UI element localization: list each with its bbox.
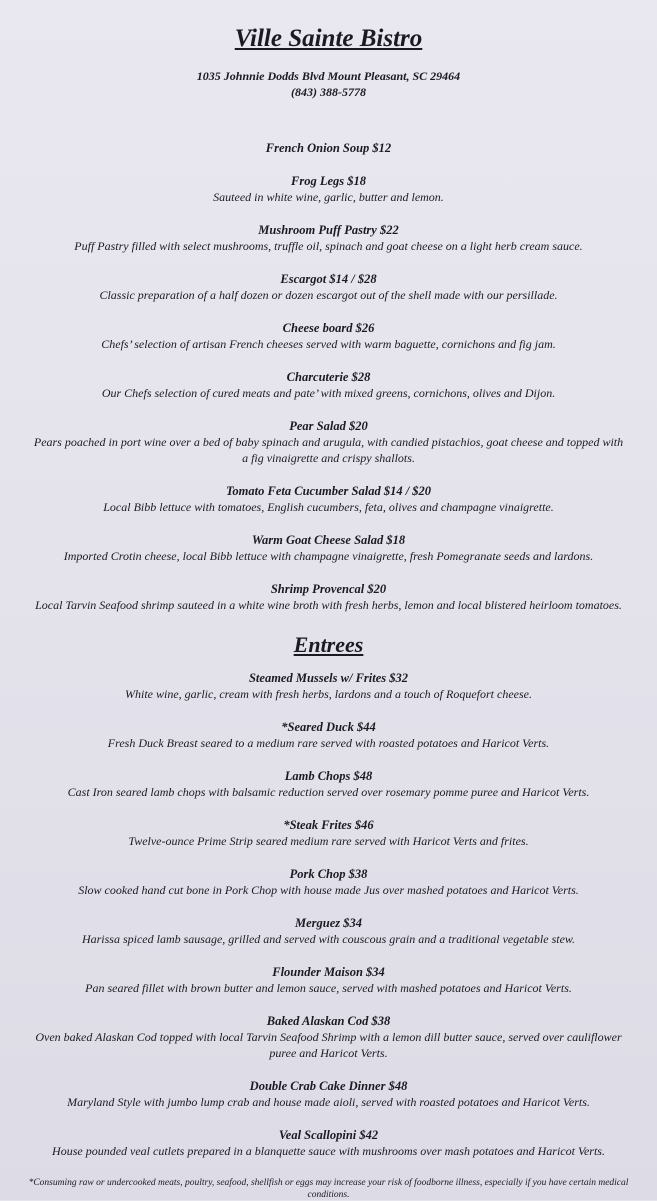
health-disclaimer: *Consuming raw or undercooked meats, poultry, seafood, shellfish or eggs may increase your risk of foodborne illness, especially if you have certain medical conditions. [28, 1178, 629, 1200]
item-description: Fresh Duck Breast seared to a medium rare served with roasted potatoes and Haricot Verts. [107, 736, 550, 750]
item-description: Oven baked Alaskan Cod topped with local Tarvin Seafood Shrimp with a lemon dill butter sauce, served over cauliflower puree and Haricot Verts. [35, 1030, 622, 1060]
item-description: White wine, garlic, cream with fresh herbs, lardons and a touch of Roquefort cheese. [125, 687, 532, 701]
item-title: Double Crab Cake Dinner $48 [249, 1079, 408, 1093]
item-title: Lamb Chops $48 [284, 769, 373, 783]
item-title: Shrimp Provencal $20 [270, 582, 387, 596]
item-description: Local Tarvin Seafood shrimp sauteed in a white wine broth with fresh herbs, lemon and local blistered heirloom tomatoes. [35, 598, 622, 612]
restaurant-address: 1035 Johnnie Dodds Blvd Mount Pleasant, SC 29464 [196, 69, 461, 83]
menu-item [0, 581, 657, 613]
item-description: Slow cooked hand cut bone in Pork Chop with house made Jus over mashed potatoes and Haricot Verts. [78, 883, 579, 897]
restaurant-contact [0, 68, 657, 100]
item-description: Sauteed in white wine, garlic, butter and lemon. [213, 190, 444, 204]
menu-item [0, 915, 657, 947]
menu-item [0, 964, 657, 996]
item-description: Chefs’ selection of artisan French cheeses served with warm baguette, cornichons and fig jam. [101, 337, 556, 351]
entrees-heading: Entrees [293, 632, 364, 657]
item-title: Merguez $34 [294, 916, 363, 930]
item-title: Cheese board $26 [282, 321, 375, 335]
item-description: Classic preparation of a half dozen or dozen escargot out of the shell made with our persillade. [99, 288, 558, 302]
item-title: Escargot $14 / $28 [280, 272, 377, 286]
item-title: French Onion Soup $12 [265, 141, 392, 155]
item-description: Pan seared fillet with brown butter and lemon sauce, served with mashed potatoes and Haricot Verts. [85, 981, 572, 995]
item-description: Harissa spiced lamb sausage, grilled and served with couscous grain and a traditional vegetable stew. [81, 932, 576, 946]
menu-item [0, 483, 657, 515]
item-title: Baked Alaskan Cod $38 [266, 1014, 391, 1028]
item-title: *Steak Frites $46 [283, 818, 374, 832]
item-description: House pounded veal cutlets prepared in a blanquette sauce with mushrooms over mash potatoes and Haricot Verts. [52, 1144, 605, 1158]
item-title: Flounder Maison $34 [272, 965, 385, 979]
item-description: Pears poached in port wine over a bed of baby spinach and arugula, with candied pistachios, goat cheese and topped with a fig vinaigrette and crispy shallots. [33, 435, 624, 465]
restaurant-phone: (843) 388-5778 [291, 85, 366, 99]
menu-item [0, 418, 657, 466]
item-title: Veal Scallopini $42 [278, 1128, 379, 1142]
item-description: Twelve-ounce Prime Strip seared medium rare served with Haricot Verts and frites. [128, 834, 529, 848]
item-title: Charcuterie $28 [286, 370, 371, 384]
item-title: Steamed Mussels w/ Frites $32 [248, 671, 409, 685]
item-description: Cast Iron seared lamb chops with balsamic reduction served over rosemary pomme puree and Haricot Verts. [67, 785, 590, 799]
menu-item [0, 140, 657, 156]
menu-item [0, 369, 657, 401]
menu-item [0, 1127, 657, 1159]
item-title: *Seared Duck $44 [281, 720, 376, 734]
menu-item [0, 1078, 657, 1110]
item-description: Local Bibb lettuce with tomatoes, English cucumbers, feta, olives and champagne vinaigrette. [103, 500, 554, 514]
menu-item [0, 670, 657, 702]
item-title: Pork Chop $38 [289, 867, 368, 881]
menu-item [0, 866, 657, 898]
menu-item [0, 1013, 657, 1061]
item-description: Puff Pastry filled with select mushrooms, truffle oil, spinach and goat cheese on a light herb cream sauce. [74, 239, 583, 253]
item-title: Tomato Feta Cucumber Salad $14 / $20 [225, 484, 432, 498]
item-title: Pear Salad $20 [289, 419, 368, 433]
menu-item [0, 532, 657, 564]
menu-item [0, 320, 657, 352]
menu-item [0, 817, 657, 849]
item-title: Mushroom Puff Pastry $22 [258, 223, 399, 237]
item-description: Maryland Style with jumbo lump crab and house made aioli, served with roasted potatoes and Haricot Verts. [67, 1095, 590, 1109]
item-title: Warm Goat Cheese Salad $18 [251, 533, 406, 547]
menu-item [0, 768, 657, 800]
restaurant-name: Ville Sainte Bistro [234, 25, 423, 52]
entrees-section [0, 670, 657, 1159]
menu-item [0, 719, 657, 751]
item-title: Frog Legs $18 [291, 174, 366, 188]
menu-item [0, 271, 657, 303]
item-description: Our Chefs selection of cured meats and pate’ with mixed greens, cornichons, olives and Dijon. [101, 386, 556, 400]
menu-item [0, 222, 657, 254]
menu-item [0, 173, 657, 205]
item-description: Imported Crotin cheese, local Bibb lettuce with champagne vinaigrette, fresh Pomegranate seeds and lardons. [63, 549, 594, 563]
starters-section [0, 140, 657, 613]
